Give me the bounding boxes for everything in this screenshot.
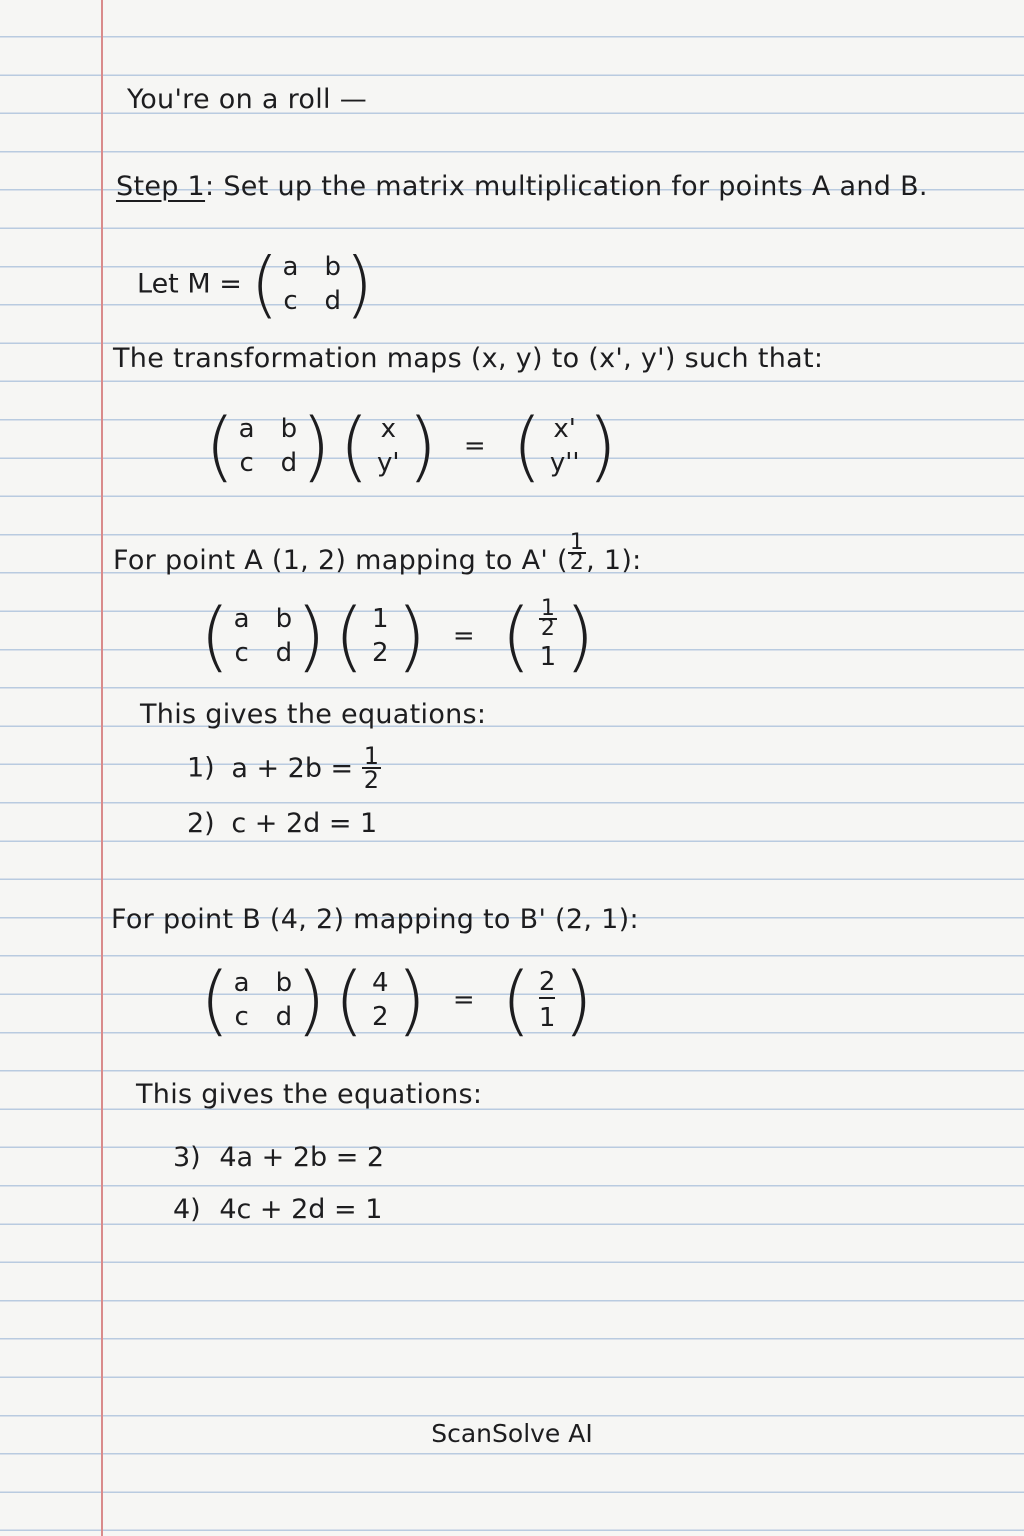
right-paren: ) bbox=[407, 401, 438, 490]
equation-lhs: a + 2b = bbox=[231, 752, 354, 784]
coefficient-matrix bbox=[200, 591, 326, 680]
output-vector bbox=[512, 401, 618, 490]
right-paren: ) bbox=[396, 591, 427, 680]
equation-label: 2) bbox=[187, 808, 215, 839]
step-label: Step 1 bbox=[116, 171, 206, 202]
point-b-text: For point B (4, 2) mapping to B' (2, 1): bbox=[111, 904, 639, 935]
let-m-definition bbox=[137, 242, 374, 326]
vector-entry: 1 bbox=[538, 1003, 556, 1033]
input-vector bbox=[334, 591, 427, 680]
matrix-entry: d bbox=[275, 638, 293, 668]
vector-entry: x' bbox=[553, 414, 576, 444]
right-paren: ) bbox=[396, 955, 427, 1044]
output-vector bbox=[501, 591, 595, 680]
right-paren: ) bbox=[563, 955, 594, 1044]
equation-label: 1) bbox=[187, 752, 215, 784]
coefficient-matrix bbox=[205, 401, 331, 490]
vector-entries bbox=[542, 414, 588, 478]
point-b-equation bbox=[200, 955, 594, 1044]
right-paren: ) bbox=[301, 401, 331, 490]
vector-entry: x bbox=[380, 414, 396, 444]
fraction-denominator: 2 bbox=[569, 550, 585, 575]
footer-brand: ScanSolve AI bbox=[431, 1419, 593, 1448]
matrix-entry: b bbox=[275, 968, 293, 998]
matrix-entries bbox=[230, 968, 296, 1032]
matrix-entry: a bbox=[238, 414, 255, 444]
let-m-prefix: Let M = bbox=[137, 268, 242, 300]
equals-sign: = bbox=[452, 985, 475, 1015]
vector-entry: y' bbox=[377, 448, 400, 478]
equation-body: 4c + 2d = 1 bbox=[219, 1194, 383, 1225]
fraction-numerator: 1 bbox=[569, 530, 585, 555]
vector-entries bbox=[369, 414, 408, 478]
matrix-entries bbox=[230, 604, 296, 668]
matrix-entry: d bbox=[324, 286, 341, 316]
point-a-text-after: , 1): bbox=[586, 545, 642, 576]
matrix-entry: b bbox=[275, 604, 293, 634]
right-paren: ) bbox=[296, 591, 326, 680]
fraction bbox=[362, 742, 381, 794]
point-a-text-before: For point A (1, 2) mapping to A' ( bbox=[113, 545, 568, 576]
matrix-entry: d bbox=[275, 1002, 293, 1032]
equations-b-intro: This gives the equations: bbox=[136, 1079, 483, 1110]
transformation-equation bbox=[205, 401, 618, 490]
vector-entries bbox=[364, 604, 397, 668]
transformation-text: The transformation maps (x, y) to (x', y') such that: bbox=[113, 343, 824, 374]
point-a-equation bbox=[200, 591, 595, 680]
matrix-entry: a bbox=[282, 252, 299, 282]
vector-entry: 1 bbox=[539, 642, 557, 672]
step-colon: : bbox=[205, 171, 215, 202]
equations-a-intro: This gives the equations: bbox=[140, 699, 487, 730]
output-vector bbox=[501, 955, 594, 1044]
equation-2 bbox=[187, 808, 377, 839]
fraction-numerator: 1 bbox=[363, 742, 380, 770]
intro-text: You're on a roll — bbox=[127, 84, 368, 115]
coefficient-matrix bbox=[200, 955, 326, 1044]
matrix-entry: c bbox=[234, 1002, 249, 1032]
margin-line bbox=[101, 0, 103, 1536]
equation-3 bbox=[173, 1142, 384, 1173]
equation-label: 4) bbox=[173, 1194, 201, 1225]
vector-entry: 2 bbox=[538, 967, 556, 997]
equation-4 bbox=[173, 1194, 382, 1225]
equals-sign: = bbox=[452, 621, 475, 651]
equation-1 bbox=[187, 742, 381, 794]
equals-sign: = bbox=[463, 431, 486, 461]
equation-label: 3) bbox=[173, 1142, 201, 1173]
left-paren: ( bbox=[512, 401, 542, 490]
left-paren: ( bbox=[501, 955, 531, 1044]
matrix-entry: c bbox=[283, 286, 298, 316]
step-1-heading bbox=[116, 171, 928, 203]
equation-body: 4a + 2b = 2 bbox=[219, 1142, 385, 1173]
left-paren: ( bbox=[334, 591, 365, 680]
matrix-entry: a bbox=[233, 604, 250, 634]
matrix-entry: b bbox=[324, 252, 341, 282]
right-paren: ) bbox=[296, 955, 326, 1044]
matrix-entry: d bbox=[280, 448, 298, 478]
vector-entry: 4 bbox=[372, 968, 389, 998]
left-paren: ( bbox=[200, 955, 230, 1044]
vector-entry: 2 bbox=[372, 638, 389, 668]
point-a-text bbox=[113, 530, 642, 577]
right-paren: ) bbox=[345, 242, 374, 326]
fraction bbox=[539, 596, 557, 641]
fraction-denominator: 2 bbox=[363, 766, 380, 794]
left-paren: ( bbox=[501, 591, 531, 680]
matrix-entry: b bbox=[280, 414, 298, 444]
input-vector bbox=[334, 955, 427, 1044]
left-paren: ( bbox=[200, 591, 230, 680]
equation-body: c + 2d = 1 bbox=[231, 808, 378, 839]
matrix-entry: c bbox=[234, 638, 249, 668]
vector-entry: 1 bbox=[372, 604, 389, 634]
vector-entries bbox=[364, 968, 397, 1032]
vector-entries bbox=[531, 596, 565, 672]
matrix-m bbox=[250, 242, 374, 326]
left-paren: ( bbox=[250, 242, 279, 326]
left-paren: ( bbox=[334, 955, 365, 1044]
matrix-entry: c bbox=[239, 448, 254, 478]
vector-entry: y'' bbox=[549, 448, 580, 478]
fraction-numerator: 1 bbox=[540, 596, 555, 621]
right-paren: ) bbox=[587, 401, 618, 490]
fraction bbox=[568, 530, 586, 575]
fraction-denominator: 2 bbox=[540, 616, 555, 641]
vector-entry: 2 bbox=[372, 1002, 389, 1032]
left-paren: ( bbox=[205, 401, 235, 490]
step-text: Set up the matrix multiplication for points A and B. bbox=[223, 171, 928, 202]
input-vector bbox=[339, 401, 438, 490]
matrix-entries bbox=[235, 414, 301, 478]
vector-entries bbox=[531, 967, 564, 1033]
left-paren: ( bbox=[339, 401, 370, 490]
matrix-m-entries bbox=[279, 252, 345, 316]
matrix-entry: a bbox=[233, 968, 250, 998]
right-paren: ) bbox=[564, 591, 595, 680]
